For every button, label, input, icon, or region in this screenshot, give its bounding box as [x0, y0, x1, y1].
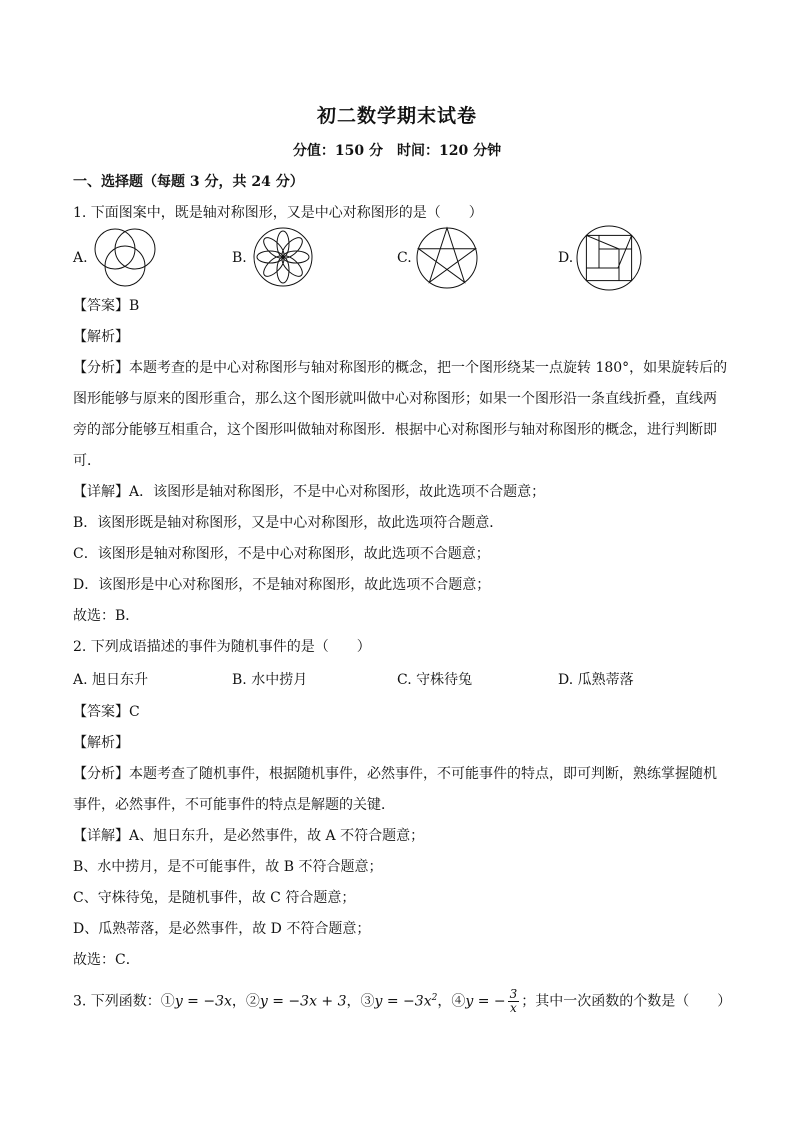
question-3-suffix: ；其中一次函数的个数是（ ） — [521, 993, 732, 1010]
option-d-label: D. — [558, 250, 574, 266]
option-d-square-circle-figure — [575, 224, 643, 292]
option-a-three-circles-figure — [91, 226, 159, 288]
question-1-answer: 【答案】B — [73, 298, 140, 314]
question-2-option-a: A. 旭日东升 — [73, 672, 149, 688]
option-a-label: A. — [73, 250, 88, 266]
question-2-option-d: D. 瓜熟蒂落 — [558, 672, 634, 688]
question-3-prefix: 3. 下列函数：① — [73, 993, 175, 1010]
question-3-stem — [73, 984, 733, 1016]
question-2-detail-line: C、守株待兔，是随机事件，故 C 符合题意； — [73, 890, 356, 906]
question-1-detail-line: 【详解】A．该图形是轴对称图形，不是中心对称图形，故此选项不合题意； — [73, 484, 546, 500]
question-3-separator: ，④ — [437, 993, 466, 1010]
question-1-detail-line: D．该图形是中心对称图形，不是轴对称图形，故此选项不合题意； — [73, 577, 491, 593]
function-3-exponent: 2 — [431, 993, 438, 1003]
function-4-fraction — [508, 988, 520, 1015]
question-2-jiexi: 【解析】 — [73, 735, 129, 751]
function-4-lhs: y = − — [465, 993, 506, 1010]
question-2-detail-line: 故选：C． — [73, 952, 140, 968]
question-1-analysis-line: 【分析】本题考查的是中心对称图形与轴对称图形的概念，把一个图形绕某一点旋转 180°，如果旋转后的 — [73, 360, 728, 376]
question-2-analysis-line: 事件，必然事件，不可能事件的特点是解题的关键． — [73, 797, 395, 813]
question-2-option-b: B. 水中捞月 — [232, 672, 308, 688]
question-2-option-c: C. 守株待兔 — [397, 672, 473, 688]
question-2-analysis-line: 【分析】本题考查了随机事件，根据随机事件，必然事件，不可能事件的特点，即可判断，熟练掌握随机 — [73, 766, 717, 782]
function-2: y = −3x + 3 — [259, 993, 347, 1010]
question-2-stem: 2. 下列成语描述的事件为随机事件的是（ ） — [73, 639, 371, 655]
function-1: y = −3x — [174, 993, 232, 1010]
option-b-label: B. — [232, 250, 247, 266]
question-2-answer: 【答案】C — [73, 704, 140, 720]
question-1-analysis-line: 可． — [73, 453, 101, 469]
question-1-jiexi: 【解析】 — [73, 329, 129, 345]
option-c-pentagram-figure — [415, 226, 479, 290]
page-subtitle: 分值：150 分 时间：120 分钟 — [292, 143, 502, 159]
question-2-detail-line: D、瓜熟蒂落，是必然事件，故 D 不符合题意； — [73, 921, 371, 937]
question-3-separator: ，② — [231, 993, 260, 1010]
fraction-numerator: 3 — [509, 987, 518, 1002]
question-3-separator: ，③ — [346, 993, 375, 1010]
question-2-detail-line: 【详解】A、旭日东升，是必然事件，故 A 不符合题意； — [73, 828, 425, 844]
option-c-label: C. — [397, 250, 412, 266]
question-1-analysis-line: 旁的部分能够互相重合，这个图形叫做轴对称图形．根据中心对称图形与轴对称图形的概念，进行判断即 — [73, 422, 717, 438]
option-b-flower-figure — [252, 226, 314, 288]
function-3: y = −3x — [374, 993, 432, 1010]
question-1-detail-line: C．该图形是轴对称图形，不是中心对称图形，故此选项不合题意； — [73, 546, 490, 562]
fraction-denominator: x — [510, 1001, 517, 1016]
page-title: 初二数学期末试卷 — [316, 105, 477, 127]
question-1-analysis-line: 图形能够与原来的图形重合，那么这个图形就叫做中心对称图形；如果一个图形沿一条直线折叠，直线两 — [73, 391, 717, 407]
question-1-detail-line: 故选：B． — [73, 608, 140, 624]
question-2-detail-line: B、水中捞月，是不可能事件，故 B 不符合题意； — [73, 859, 383, 875]
question-1-detail-line: B．该图形既是轴对称图形，又是中心对称图形，故此选项符合题意． — [73, 515, 504, 531]
section-heading: 一、选择题（每题 3 分，共 24 分） — [73, 174, 304, 190]
question-1-stem: 1. 下面图案中，既是轴对称图形，又是中心对称图形的是（ ） — [73, 205, 483, 221]
